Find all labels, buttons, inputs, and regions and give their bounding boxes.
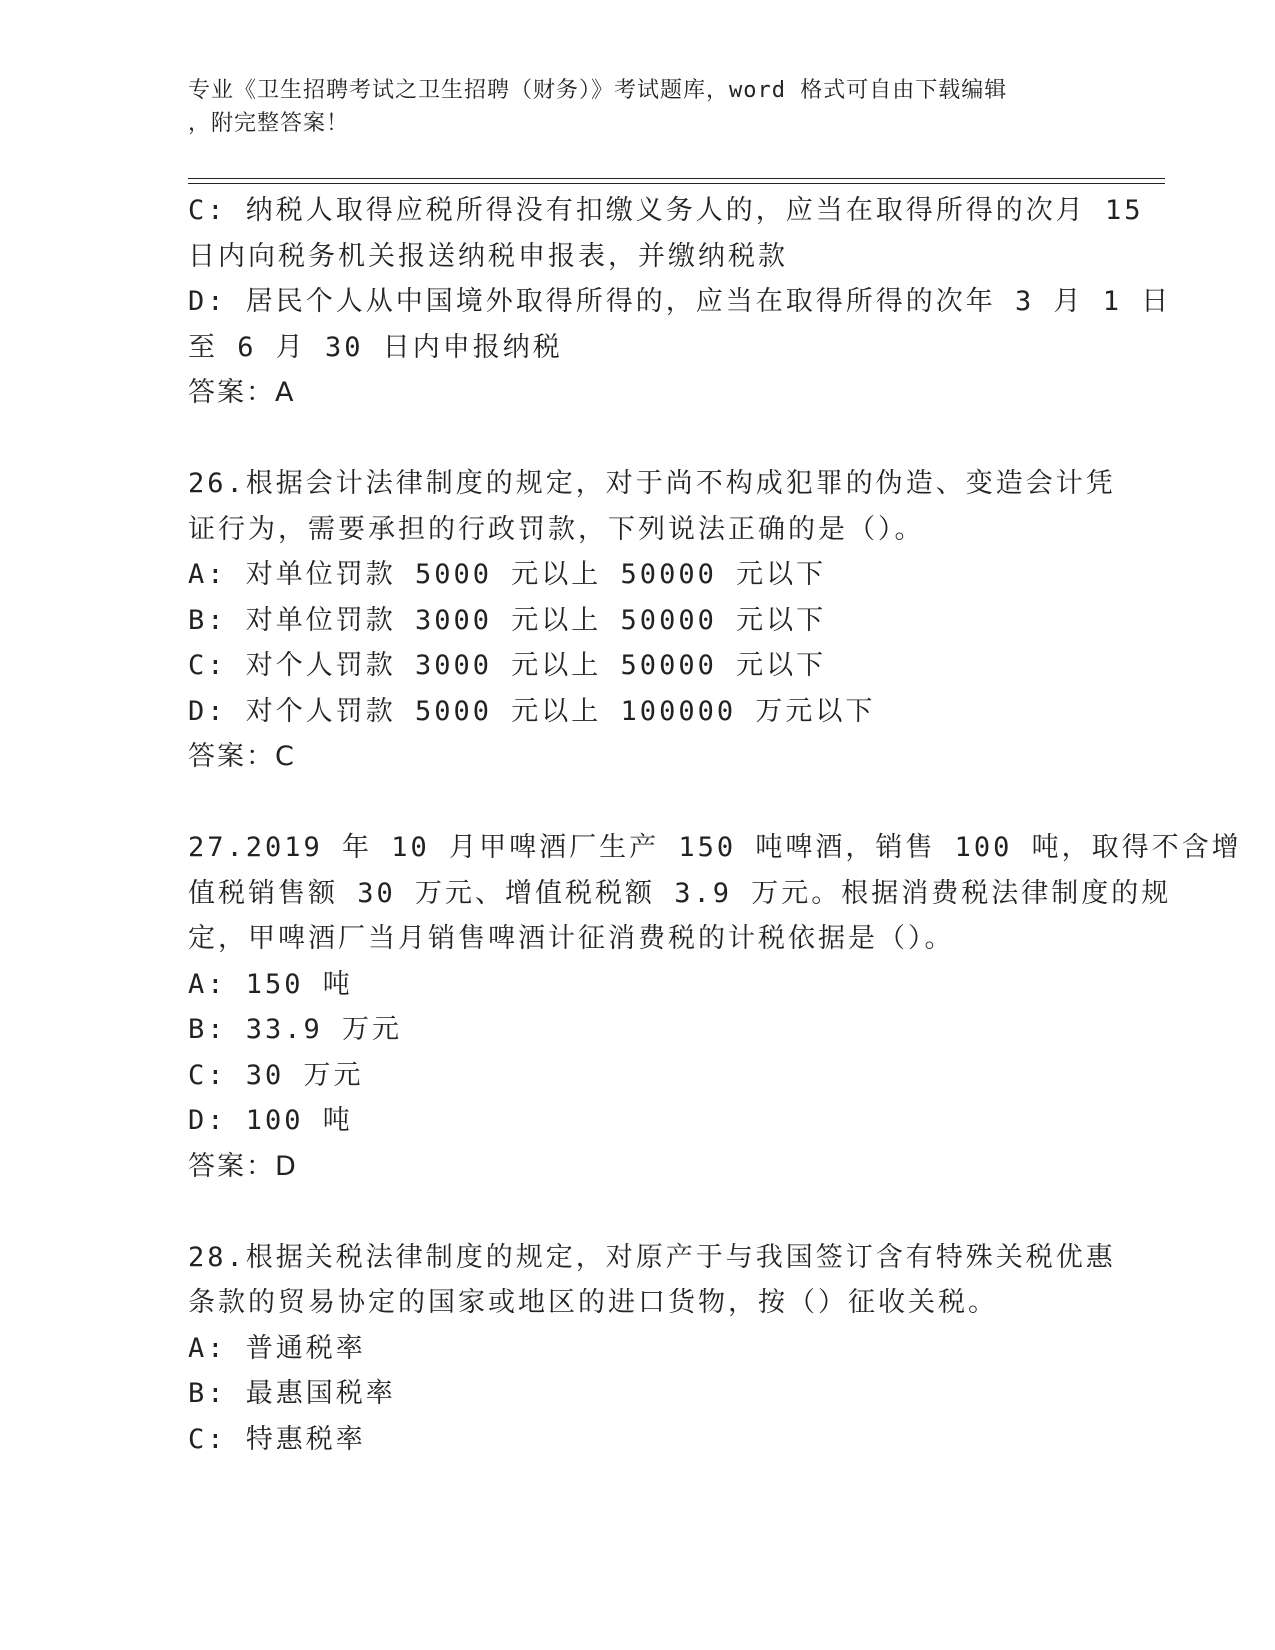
header-line-1: 专业《卫生招聘考试之卫生招聘（财务）》考试题库，word 格式可自由下载编辑 xyxy=(188,78,1008,103)
option-b: B: 最惠国税率 xyxy=(188,1378,396,1409)
header-divider-top xyxy=(188,178,1165,179)
question-stem-line-3: 定，甲啤酒厂当月销售啤酒计征消费税的计税依据是（）。 xyxy=(188,923,955,954)
option-d: D: 100 吨 xyxy=(188,1105,353,1136)
answer-label: 答案：C xyxy=(188,741,296,772)
option-c: C: 对个人罚款 3000 元以上 50000 元以下 xyxy=(188,650,827,681)
question-content xyxy=(188,188,1242,1462)
question-28-block xyxy=(188,1235,1116,1463)
question-stem-line-1: 28.根据关税法律制度的规定，对原产于与我国签订含有特殊关税优惠 xyxy=(188,1241,1116,1273)
spacer xyxy=(188,1189,1088,1235)
header-line-2: ，附完整答案！ xyxy=(188,111,350,136)
question-stem-line-2: 条款的贸易协定的国家或地区的进口货物，按（）征收关税。 xyxy=(188,1287,998,1318)
answer-label: 答案：D xyxy=(188,1150,298,1182)
question-stem-line-1: 26.根据会计法律制度的规定，对于尚不构成犯罪的伪造、变造会计凭 xyxy=(188,468,1116,499)
question-27-block xyxy=(188,825,1242,1189)
option-d-line-2: 至 6 月 30 日内申报纳税 xyxy=(188,331,563,363)
option-d: D: 对个人罚款 5000 元以上 100000 万元以下 xyxy=(188,695,876,727)
option-b: B: 对单位罚款 3000 元以上 50000 元以下 xyxy=(188,604,827,636)
document-header xyxy=(188,74,1088,140)
option-c: C: 特惠税率 xyxy=(188,1423,366,1455)
option-c-line-1: C: 纳税人取得应税所得没有扣缴义务人的，应当在取得所得的次月 15 xyxy=(188,195,1144,226)
option-a: A: 对单位罚款 5000 元以上 50000 元以下 xyxy=(188,559,827,590)
previous-question-block xyxy=(188,188,1172,416)
header-divider-bottom xyxy=(188,183,1165,184)
question-stem-line-2: 证行为，需要承担的行政罚款，下列说法正确的是（）。 xyxy=(188,513,925,545)
spacer xyxy=(188,416,1088,462)
option-c-line-2: 日内向税务机关报送纳税申报表，并缴纳税款 xyxy=(188,240,788,272)
question-stem-line-1: 27.2019 年 10 月甲啤酒厂生产 150 吨啤酒，销售 100 吨，取得不含增 xyxy=(188,832,1242,863)
question-26-block xyxy=(188,461,1116,780)
spacer xyxy=(188,780,1088,826)
option-b: B: 33.9 万元 xyxy=(188,1014,403,1045)
answer-label: 答案：A xyxy=(188,377,296,408)
option-d-line-1: D: 居民个人从中国境外取得所得的，应当在取得所得的次年 3 月 1 日 xyxy=(188,286,1172,317)
option-c: C: 30 万元 xyxy=(188,1059,364,1091)
option-a: A: 150 吨 xyxy=(188,968,353,1000)
option-a: A: 普通税率 xyxy=(188,1332,366,1364)
question-stem-line-2: 值税销售额 30 万元、增值税税额 3.9 万元。根据消费税法律制度的规 xyxy=(188,877,1172,909)
